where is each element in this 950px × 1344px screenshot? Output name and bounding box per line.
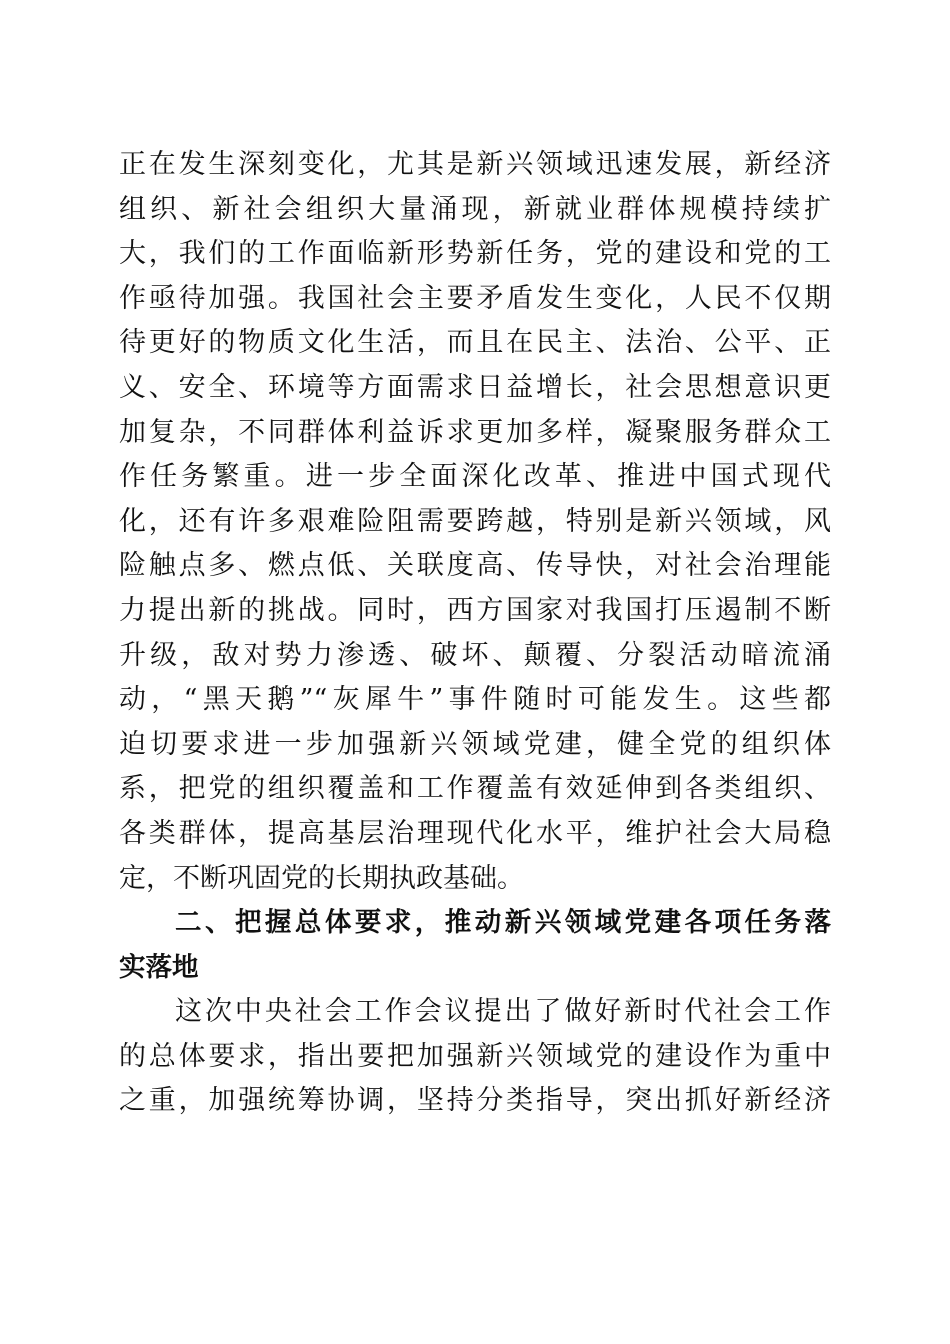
body-text-line: 各类群体，提高基层治理现代化水平，维护社会大局稳 [119, 817, 831, 849]
body-text-line: 这次中央社会工作会议提出了做好新时代社会工作 [175, 996, 831, 1028]
body-text-line: 作亟待加强。我国社会主要矛盾发生变化，人民不仅期 [119, 282, 831, 314]
body-text-line: 迫切要求进一步加强新兴领域党建，健全党的组织体 [119, 728, 831, 760]
body-text-line: 作任务繁重。进一步全面深化改革、推进中国式现代 [119, 461, 831, 493]
body-text-line: 加复杂，不同群体利益诉求更加多样，凝聚服务群众工 [119, 416, 831, 448]
body-text-line: 的总体要求，指出要把加强新兴领域党的建设作为重中 [119, 1040, 831, 1072]
body-text-line: 升级，敌对势力渗透、破坏、颠覆、分裂活动暗流涌 [119, 639, 831, 671]
section-heading-continued: 实落地 [119, 951, 199, 983]
body-text-line: 义、安全、环境等方面需求日益增长，社会思想意识更 [119, 371, 831, 403]
body-text-line: 动，“黑天鹅”“灰犀牛”事件随时可能发生。这些都 [119, 684, 831, 716]
body-text-line: 待更好的物质文化生活，而且在民主、法治、公平、正 [119, 327, 831, 359]
body-text-line: 化，还有许多艰难险阻需要跨越，特别是新兴领域，风 [119, 505, 831, 537]
body-text-line: 大，我们的工作面临新形势新任务，党的建设和党的工 [119, 238, 831, 270]
body-text-line: 力提出新的挑战。同时，西方国家对我国打压遏制不断 [119, 594, 831, 626]
body-text-line: 组织、新社会组织大量涌现，新就业群体规模持续扩 [119, 193, 831, 225]
body-text-line: 定，不断巩固党的长期执政基础。 [119, 862, 524, 894]
section-heading: 二、把握总体要求，推动新兴领域党建各项任务落 [175, 907, 831, 939]
body-text-line: 系，把党的组织覆盖和工作覆盖有效延伸到各类组织、 [119, 773, 831, 805]
body-text-line: 险触点多、燃点低、关联度高、传导快，对社会治理能 [119, 550, 831, 582]
body-text-line: 正在发生深刻变化，尤其是新兴领域迅速发展，新经济 [119, 149, 831, 180]
document-body [119, 143, 831, 1124]
body-text-line: 之重，加强统筹协调，坚持分类指导，突出抓好新经济 [119, 1085, 831, 1117]
